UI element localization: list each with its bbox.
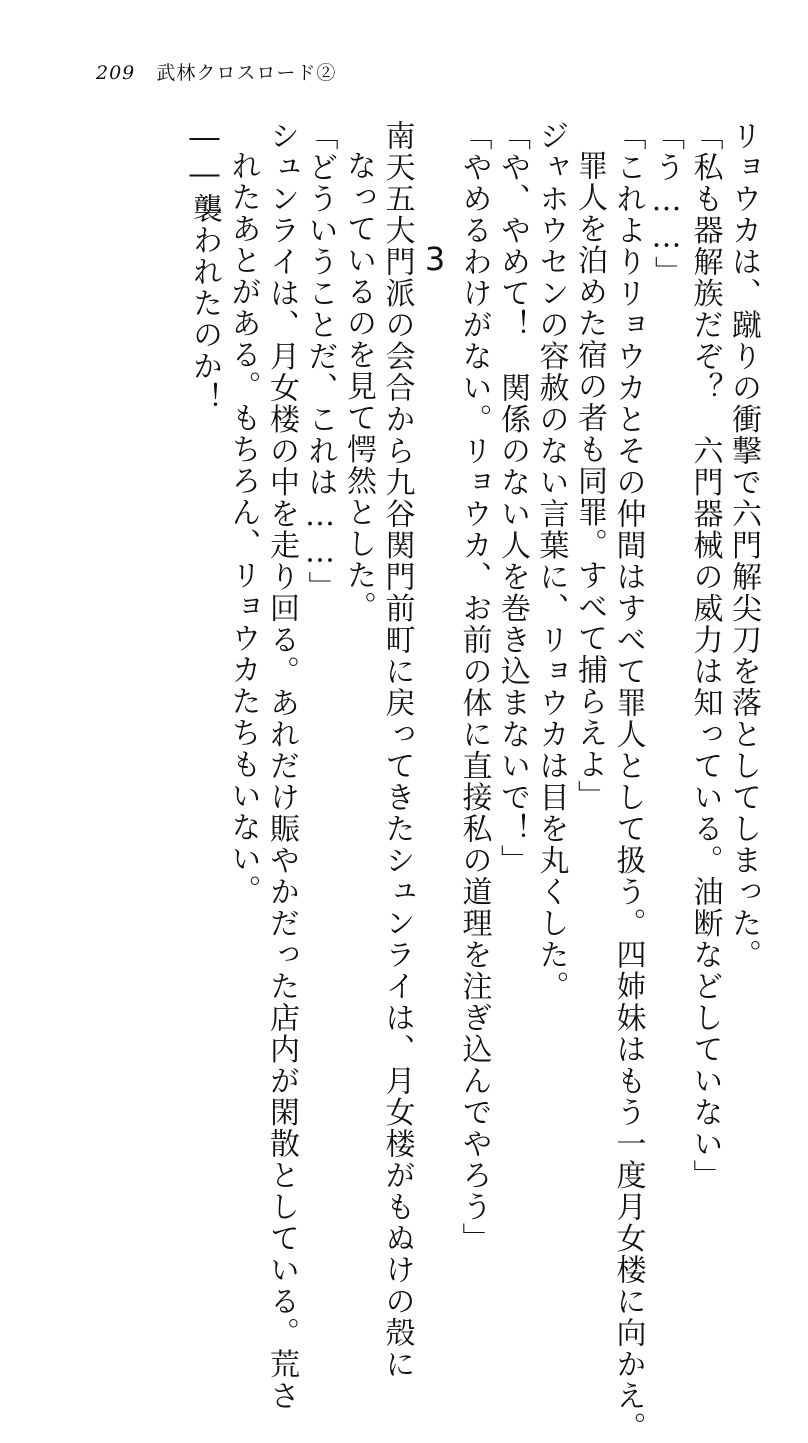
text-line: 罪人を泊めた宿の者も同罪。すべて捕らえよ」 bbox=[572, 150, 607, 812]
text-line: 南天五大門派の会合から九谷関門前町に戻ってきたシュンライは、月女楼がもぬけの殻に bbox=[379, 120, 415, 1380]
text-line: シュンライは、月女楼の中を走り回る。あれだけ賑やかだった店内が閑散としている。荒さ bbox=[264, 120, 299, 1412]
text-line: 「や、やめて！ 関係のない人を巻き込まないで！」 bbox=[495, 120, 530, 876]
text-line: 「やめるわけがない。リョウカ、お前の体に直接私の道理を注ぎ込んでやろう」 bbox=[456, 120, 492, 1254]
text-line: なっているのを見て愕然とした。 bbox=[341, 150, 376, 623]
text-line: ――襲われたのか！ bbox=[187, 120, 222, 414]
section-number: 3 bbox=[416, 240, 454, 280]
text-line: 「私も器解族だぞ？ 六門器械の威力は知っている。油断などしていない」 bbox=[687, 120, 723, 1191]
text-line: れたあとがある。もちろん、リョウカたちもいない。 bbox=[225, 150, 261, 906]
text-line: 「どういうことだ、これは……」 bbox=[302, 120, 338, 603]
text-line: 「これよりリョウカとその仲間はすべて罪人として扱う。四姉妹はもう一度月女楼に向かえ。 bbox=[610, 120, 646, 1443]
text-line: 「う……」 bbox=[649, 120, 684, 288]
vertical-body-text bbox=[42, 120, 762, 1443]
text-line: リョウカは、蹴りの衝撃で六門解尖刀を落としてしまった。 bbox=[726, 120, 761, 971]
page-number: 209 bbox=[96, 62, 136, 84]
running-header bbox=[96, 58, 336, 85]
text-line: ジャホウセンの容赦のない言葉に、リョウカは目を丸くした。 bbox=[533, 120, 569, 1002]
book-title: 武林クロスロード② bbox=[156, 62, 337, 84]
